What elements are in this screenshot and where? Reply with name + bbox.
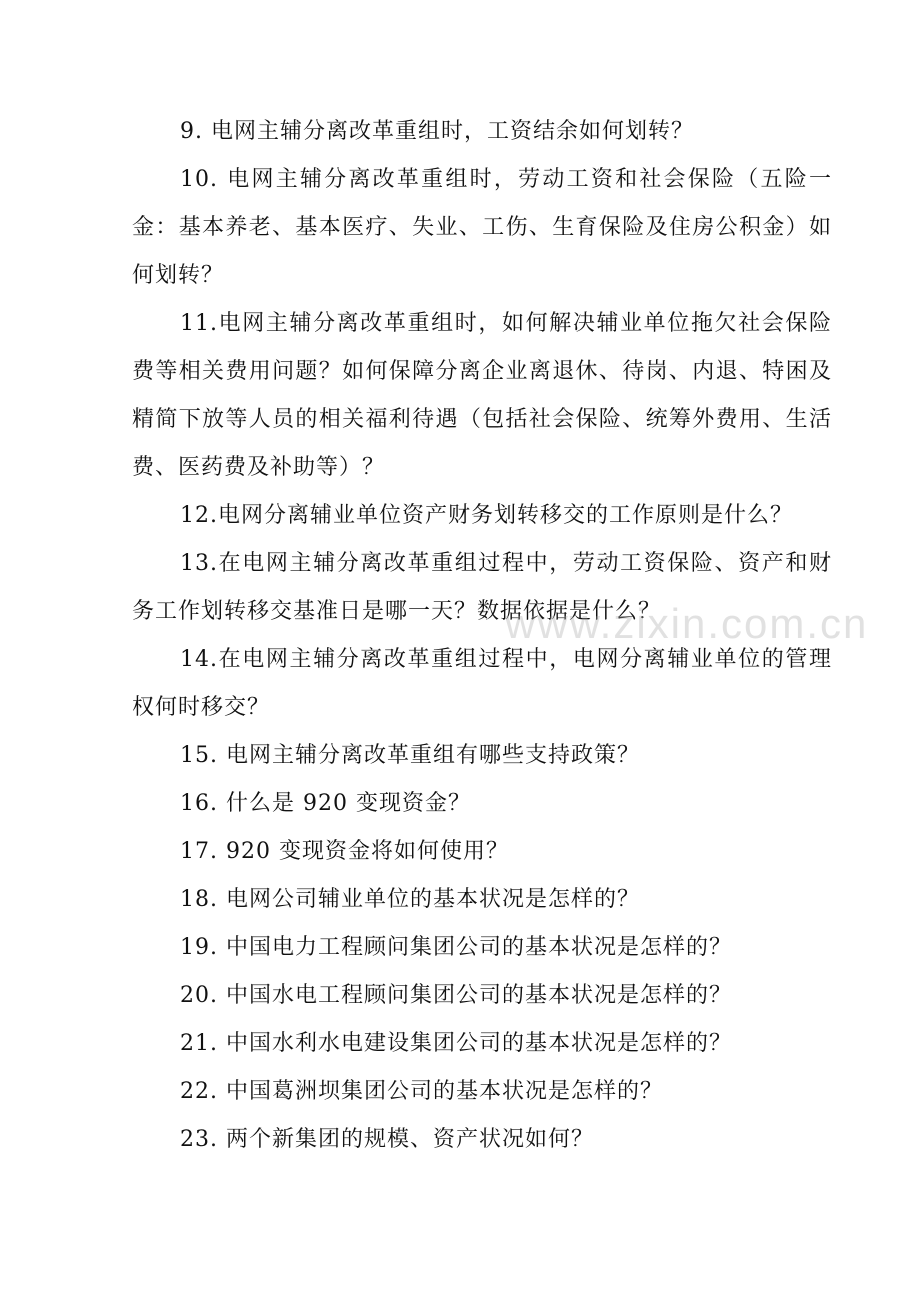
question-10: 10. 电网主辅分离改革重组时，劳动工资和社会保险（五险一金：基本养老、基本医疗、失业、工伤、生育保险及住房公积金）如何划转？: [132, 167, 832, 288]
question-11: 11.电网主辅分离改革重组时，如何解决辅业单位拖欠社会保险费等相关费用问题？如何保障分离企业离退休、待岗、内退、特困及精简下放等人员的相关福利待遇（包括社会保险、统筹外费用、生活费、医药费及补助等）？: [132, 311, 832, 480]
question-14: 14.在电网主辅分离改革重组过程中，电网分离辅业单位的管理权何时移交？: [132, 647, 832, 720]
question-17: 17. 920 变现资金将如何使用？: [180, 839, 509, 864]
question-21: 21. 中国水利水电建设集团公司的基本状况是怎样的？: [180, 1031, 732, 1056]
question-9: 9. 电网主辅分离改革重组时，工资结余如何划转？: [180, 119, 694, 144]
question-18: 18. 电网公司辅业单位的基本状况是怎样的？: [180, 887, 640, 912]
question-23: 23. 两个新集团的规模、资产状况如何？: [180, 1127, 594, 1152]
question-20: 20. 中国水电工程顾问集团公司的基本状况是怎样的？: [180, 983, 732, 1008]
question-15: 15. 电网主辅分离改革重组有哪些支持政策？: [180, 743, 640, 768]
question-13: 13.在电网主辅分离改革重组过程中，劳动工资保险、资产和财务工作划转移交基准日是哪一天？数据依据是什么？: [132, 551, 832, 624]
watermark: www.zixin.com.cn: [505, 600, 869, 647]
question-list: [132, 108, 832, 1164]
question-16: 16. 什么是 920 变现资金？: [180, 791, 471, 816]
question-12: 12.电网分离辅业单位资产财务划转移交的工作原则是什么？: [180, 503, 793, 528]
question-22: 22. 中国葛洲坝集团公司的基本状况是怎样的？: [180, 1079, 663, 1104]
question-19: 19. 中国电力工程顾问集团公司的基本状况是怎样的？: [180, 935, 732, 960]
